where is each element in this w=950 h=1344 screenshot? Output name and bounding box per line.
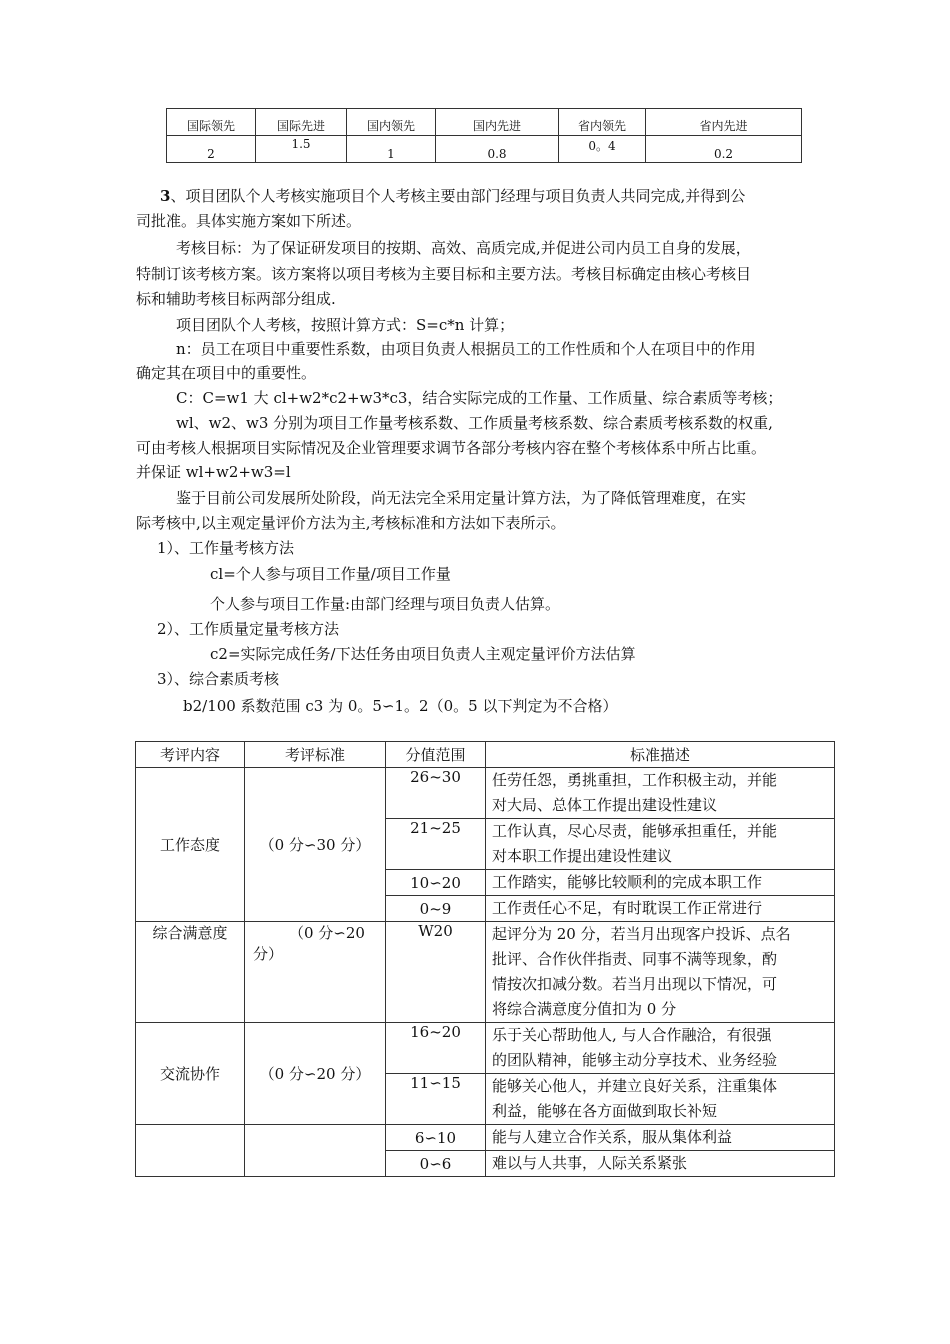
- ratio-header: 国际先进: [256, 109, 347, 136]
- item-title: 3）、综合素质考核: [157, 670, 280, 688]
- standard-cell: [245, 922, 386, 1023]
- range-cell: W20: [386, 922, 486, 1023]
- desc-cell: [486, 922, 835, 1023]
- range-cell: 6∽10: [386, 1125, 486, 1151]
- paragraph-line: C：C=w1 大 cl+w2*c2+w3*c3，结合实际完成的工作量、工作质量、综合素质等考核；: [176, 389, 783, 407]
- desc-line: 难以与人共事，人际关系紧张: [492, 1154, 688, 1172]
- desc-line: 情按次扣减分数。若当月出现以下情况，可: [492, 975, 778, 993]
- table-header: 分值范围: [386, 742, 486, 768]
- range-cell: 0~9: [386, 896, 486, 922]
- desc-cell: [486, 819, 835, 870]
- ratio-value: 0。4: [559, 136, 646, 163]
- ratio-value: 1.5: [256, 136, 347, 163]
- desc-line: 批评、合作伙伴指责、同事不满等现象，酌: [492, 950, 778, 968]
- desc-cell: [486, 1023, 835, 1074]
- desc-cell: [486, 896, 835, 922]
- item-title: 1）、工作量考核方法: [157, 539, 295, 557]
- standard-line: （0 分∽20: [289, 924, 365, 942]
- paragraph-line: 际考核中,以主观定量评价方法为主,考核标准和方法如下表所示。: [136, 514, 566, 532]
- standard-cell: （0 分∽30 分）: [245, 768, 386, 922]
- ratio-header: 国内领先: [347, 109, 436, 136]
- paragraph-3: [136, 184, 836, 209]
- desc-line: 对本职工作提出建设性建议: [492, 847, 673, 865]
- paragraph-line: 司批准。具体实施方案如下所述。: [136, 212, 362, 230]
- content-cell-empty: [136, 1125, 245, 1177]
- desc-line: 起评分为 20 分，若当月出现客户投诉、点名: [492, 925, 791, 943]
- item-formula: cl=个人参与项目工作量/项目工作量: [210, 565, 451, 583]
- desc-line: 工作责任心不足，有时耽误工作正常进行: [492, 899, 763, 917]
- standard-cell-empty: [245, 1125, 386, 1177]
- range-cell: 26~30: [386, 768, 486, 819]
- paragraph-line: 可由考核人根据项目实际情况及企业管理要求调节各部分考核内容在整个考核体系中所占比重。: [136, 439, 767, 457]
- paragraph-line: 项目团队个人考核，按照计算方式：S=c*n 计算；: [176, 316, 515, 334]
- ratio-value: 1: [347, 136, 436, 163]
- standard-cell: （0 分∽20 分）: [245, 1023, 386, 1125]
- ratio-value: 0.8: [436, 136, 559, 163]
- paragraph-line: n：员工在项目中重要性系数，由项目负责人根据员工的工作性质和个人在项目中的作用: [176, 340, 756, 358]
- paragraph-line: 特制订该考核方案。该方案将以项目考核为主要目标和主要方法。考核目标确定由核心考核目: [136, 265, 752, 283]
- paragraph-line: 确定其在项目中的重要性。: [136, 364, 317, 382]
- ratio-header: 省内领先: [559, 109, 646, 136]
- paragraph-line: 并保证 wl+w2+w3=l: [136, 463, 291, 481]
- paragraph-line: wl、w2、w3 分别为项目工作量考核系数、工作质量考核系数、综合素质考核系数的权重,: [176, 414, 773, 432]
- desc-line: 能够关心他人，并建立良好关系，注重集体: [492, 1077, 778, 1095]
- section-number: 3: [160, 187, 171, 205]
- desc-cell: [486, 768, 835, 819]
- table-header: 考评内容: [136, 742, 245, 768]
- range-cell: 0∽6: [386, 1151, 486, 1177]
- desc-line: 工作踏实，能够比较顺利的完成本职工作: [492, 873, 763, 891]
- paragraph-line: 标和辅助考核目标两部分组成.: [136, 290, 336, 308]
- ratio-value: 2: [167, 136, 256, 163]
- assessment-table: [135, 741, 835, 1177]
- item-formula: b2/100 系数范围 c3 为 0。5∽1。2（0。5 以下判定为不合格）: [183, 697, 618, 715]
- content-cell: 交流协作: [136, 1023, 245, 1125]
- table-header: 考评标准: [245, 742, 386, 768]
- paragraph-line: 鉴于目前公司发展所处阶段，尚无法完全采用定量计算方法，为了降低管理难度，在实: [176, 489, 747, 507]
- content-cell: 综合满意度: [136, 922, 245, 1023]
- item-formula: c2=实际完成任务/下达任务由项目负责人主观定量评价方法估算: [210, 645, 636, 663]
- desc-line: 利益，能够在各方面做到取长补短: [492, 1102, 718, 1120]
- ratio-table: [166, 108, 802, 163]
- paragraph-line: 、项目团队个人考核实施项目个人考核主要由部门经理与项目负责人共同完成,并得到公: [170, 187, 746, 205]
- desc-line: 任劳任怨，勇挑重担，工作积极主动，并能: [492, 771, 778, 789]
- desc-cell: [486, 1125, 835, 1151]
- paragraph-line: 考核目标：为了保证研发项目的按期、高效、高质完成,并促进公司内员工自身的发展，: [176, 239, 751, 257]
- content-cell: 工作态度: [136, 768, 245, 922]
- desc-line: 对大局、总体工作提出建设性建议: [492, 796, 718, 814]
- desc-cell: [486, 870, 835, 896]
- table-header: 标准描述: [486, 742, 835, 768]
- range-cell: 11∽15: [386, 1074, 486, 1125]
- desc-line: 将综合满意度分值扣为 0 分: [492, 1000, 677, 1018]
- range-cell: 21~25: [386, 819, 486, 870]
- ratio-header: 省内先进: [646, 109, 802, 136]
- item-title: 2）、工作质量定量考核方法: [157, 620, 340, 638]
- ratio-header: 国内先进: [436, 109, 559, 136]
- range-cell: 10∽20: [386, 870, 486, 896]
- desc-line: 乐于关心帮助他人, 与人合作融洽，有很强: [492, 1026, 772, 1044]
- desc-line: 工作认真，尽心尽责，能够承担重任，并能: [492, 822, 778, 840]
- range-cell: 16~20: [386, 1023, 486, 1074]
- desc-line: 能与人建立合作关系，服从集体利益: [492, 1128, 733, 1146]
- desc-cell: [486, 1151, 835, 1177]
- desc-line: 的团队精神，能够主动分享技术、业务经验: [492, 1051, 778, 1069]
- item-note: 个人参与项目工作量:由部门经理与项目负责人估算。: [210, 595, 561, 613]
- ratio-header: 国际领先: [167, 109, 256, 136]
- standard-line: 分）: [253, 945, 284, 963]
- ratio-value: 0.2: [646, 136, 802, 163]
- desc-cell: [486, 1074, 835, 1125]
